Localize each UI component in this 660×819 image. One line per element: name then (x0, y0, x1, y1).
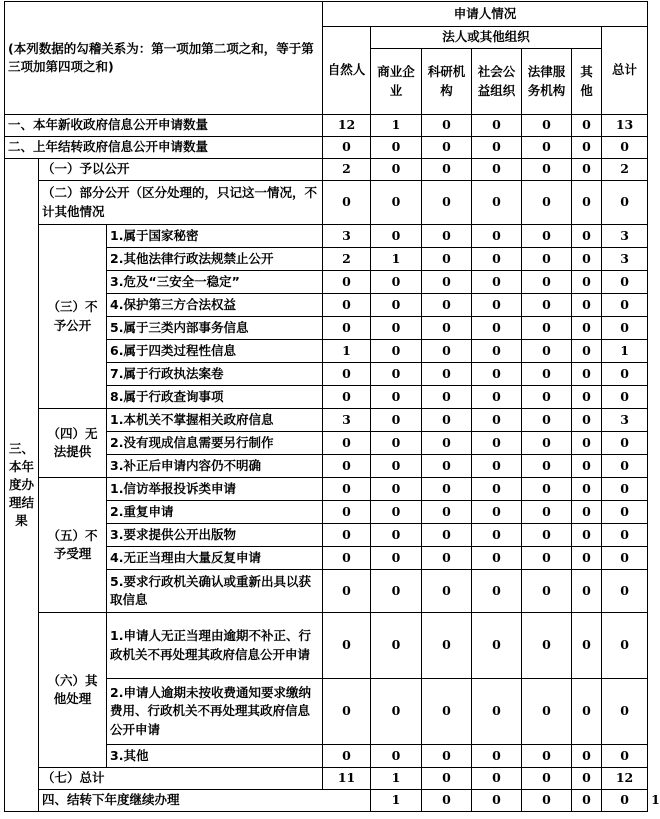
row-partially-disclosed (5, 181, 648, 225)
label-process-info: 6.属于四类过程性信息 (107, 340, 323, 363)
label-carried-over: 二、上年结转政府信息公开申请数量 (5, 137, 323, 159)
cell-natural: 0 (323, 271, 371, 294)
cell-natural: 12 (323, 115, 371, 137)
cell-social: 0 (472, 745, 522, 768)
label-other-handling: （六）其他处理 (39, 613, 107, 768)
cell-natural: 0 (323, 570, 371, 613)
cell-legal-service: 0 (522, 679, 572, 745)
cell-business: 0 (371, 317, 422, 340)
label-unable-to-provide: （四）无法提供 (39, 409, 107, 478)
cell-legal-service: 0 (522, 501, 572, 524)
cell-other: 0 (572, 248, 602, 271)
cell-natural: 0 (323, 363, 371, 386)
cell-total: 0 (602, 613, 648, 679)
cell-total: 0 (602, 386, 648, 409)
cell-total: 0 (602, 501, 648, 524)
cell-legal-service: 0 (522, 137, 572, 159)
cell-natural: 2 (323, 159, 371, 181)
cell-natural: 3 (323, 409, 371, 432)
cell-other: 0 (572, 745, 602, 768)
cell-natural: 0 (323, 501, 371, 524)
cell-other: 0 (572, 137, 602, 159)
cell-legal-service: 0 (522, 115, 572, 137)
label-no-correction: 1.申请人无正当理由逾期不补正、行政机关不再处理其政府信息公开申请 (107, 613, 323, 679)
cell-natural: 0 (323, 294, 371, 317)
header-row-1 (5, 2, 648, 27)
cell-research: 0 (422, 745, 472, 768)
row-carried-over (5, 137, 648, 159)
cell-other: 0 (572, 340, 602, 363)
cell-natural: 0 (323, 478, 371, 501)
cell-business: 0 (371, 294, 422, 317)
cell-other: 0 (572, 115, 602, 137)
cell-other: 0 (572, 570, 602, 613)
cell-research: 0 (422, 478, 472, 501)
cell-total: 12 (602, 768, 648, 790)
cell-research: 0 (422, 455, 472, 478)
cell-legal-service: 0 (522, 340, 572, 363)
cell-business: 0 (371, 159, 422, 181)
row-carry-forward: 四、结转下年度继续办理 1 0 0 0 0 0 1 (5, 790, 648, 812)
cell-total: 0 (602, 294, 648, 317)
cell-legal-service: 0 (522, 181, 572, 225)
cell-legal-service: 0 (522, 745, 572, 768)
cell-total: 0 (602, 137, 648, 159)
cell-business: 0 (371, 181, 422, 225)
cell-business: 0 (371, 478, 422, 501)
application-statistics-table (4, 1, 660, 812)
label-repeated-mass: 4.无正当理由大量反复申请 (107, 547, 323, 570)
cell-total: 0 (602, 317, 648, 340)
cell-research: 0 (422, 271, 472, 294)
label-state-secret: 1.属于国家秘密 (107, 225, 323, 248)
cell-other: 0 (572, 159, 602, 181)
label-needs-creation: 2.没有现成信息需要另行制作 (107, 432, 323, 455)
col-header-total: 总计 (602, 27, 648, 115)
cell-research: 0 (422, 294, 472, 317)
cell-research: 0 (422, 501, 472, 524)
cell-research: 0 (422, 225, 472, 248)
cell-other: 0 (572, 768, 602, 790)
cell-other: 0 (572, 524, 602, 547)
cell-research: 0 (422, 386, 472, 409)
cell-research: 0 (422, 524, 472, 547)
row-other-1 (5, 613, 648, 679)
cell-business: 0 (371, 547, 422, 570)
cell-business: 1 (371, 768, 422, 790)
cell-social: 0 (522, 790, 572, 812)
label-results-total: （七）总计 (39, 768, 323, 790)
cell-research: 0 (422, 570, 472, 613)
cell-social: 0 (472, 386, 522, 409)
cell-total: 3 (602, 248, 648, 271)
cell-social: 0 (472, 271, 522, 294)
cell-total: 0 (602, 455, 648, 478)
cell-total: 0 (602, 547, 648, 570)
cell-other: 0 (572, 271, 602, 294)
label-partially-disclosed: （二）部分公开（区分处理的，只记这一情况，不计其他情况 (39, 181, 323, 225)
cell-social: 0 (472, 501, 522, 524)
cell-other: 0 (572, 317, 602, 340)
cell-business: 1 (371, 248, 422, 271)
cell-social: 0 (472, 478, 522, 501)
cell-legal-service: 0 (522, 409, 572, 432)
cell-natural: 1 (323, 340, 371, 363)
col-header-natural: 自然人 (323, 27, 371, 115)
cell-other: 0 (572, 363, 602, 386)
cell-business: 0 (422, 790, 472, 812)
cell-social: 0 (472, 570, 522, 613)
cell-other: 0 (572, 679, 602, 745)
cell-business: 0 (371, 432, 422, 455)
label-section-results: 三、本年度办理结果 (5, 159, 39, 812)
row-unable-1 (5, 409, 648, 432)
cell-social: 0 (472, 159, 522, 181)
cell-other: 0 (602, 790, 648, 812)
label-admin-query: 8.属于行政查询事项 (107, 386, 323, 409)
cell-social: 0 (472, 455, 522, 478)
cell-business: 0 (371, 363, 422, 386)
label-still-unclear: 3.补正后申请内容仍不明确 (107, 455, 323, 478)
label-three-safety: 3.危及“三安全一稳定” (107, 271, 323, 294)
cell-total: 0 (602, 679, 648, 745)
cell-natural: 1 (371, 790, 422, 812)
cell-total: 1 (602, 340, 648, 363)
cell-legal-service: 0 (522, 294, 572, 317)
cell-natural: 0 (323, 547, 371, 570)
cell-other: 0 (572, 501, 602, 524)
cell-business: 0 (371, 524, 422, 547)
cell-total: 3 (602, 225, 648, 248)
cell-business: 0 (371, 386, 422, 409)
cell-business: 0 (371, 409, 422, 432)
col-header-research: 科研机构 (422, 49, 472, 115)
cell-social: 0 (472, 409, 522, 432)
cell-research: 0 (422, 137, 472, 159)
cell-legal-service: 0 (522, 613, 572, 679)
cell-legal-service: 0 (522, 225, 572, 248)
label-internal-affairs: 5.属于三类内部事务信息 (107, 317, 323, 340)
row-new-applications (5, 115, 648, 137)
cell-total: 0 (602, 363, 648, 386)
cell-legal-service: 0 (522, 271, 572, 294)
label-not-disclosed: （三）不予公开 (39, 225, 107, 409)
row-results-total (5, 768, 648, 790)
cell-business: 0 (371, 137, 422, 159)
cell-natural: 11 (323, 768, 371, 790)
cell-total: 0 (602, 478, 648, 501)
cell-research: 0 (422, 547, 472, 570)
cell-legal-service: 0 (522, 248, 572, 271)
label-duplicate: 2.重复申请 (107, 501, 323, 524)
cell-natural: 0 (323, 181, 371, 225)
cell-natural: 0 (323, 745, 371, 768)
header-applicant-situation: 申请人情况 (323, 2, 648, 27)
col-header-social: 社会公益组织 (472, 49, 522, 115)
cell-business: 0 (371, 613, 422, 679)
cell-natural: 0 (323, 679, 371, 745)
cell-business: 0 (371, 271, 422, 294)
cell-research: 0 (422, 340, 472, 363)
col-header-legal-service: 法律服务机构 (522, 49, 572, 115)
cell-legal-service: 0 (522, 768, 572, 790)
cell-social: 0 (472, 317, 522, 340)
cell-natural: 0 (323, 386, 371, 409)
cell-natural: 0 (323, 432, 371, 455)
cell-social: 0 (472, 524, 522, 547)
cell-social: 0 (472, 613, 522, 679)
cell-natural: 2 (323, 248, 371, 271)
cell-business: 0 (371, 455, 422, 478)
cell-other: 0 (572, 386, 602, 409)
label-petition: 1.信访举报投诉类申请 (107, 478, 323, 501)
label-no-fee-paid: 2.申请人逾期未按收费通知要求缴纳费用、行政机关不再处理其政府信息公开申请 (107, 679, 323, 745)
cell-business: 1 (371, 115, 422, 137)
cell-social: 0 (472, 547, 522, 570)
cell-total: 2 (602, 159, 648, 181)
cell-other: 0 (572, 181, 602, 225)
cell-legal-service: 0 (522, 317, 572, 340)
cell-research: 0 (422, 363, 472, 386)
cell-total: 13 (602, 115, 648, 137)
cell-social: 0 (472, 768, 522, 790)
cell-research: 0 (422, 768, 472, 790)
cell-social: 0 (472, 294, 522, 317)
cell-other: 0 (572, 478, 602, 501)
cell-social: 0 (472, 137, 522, 159)
cell-legal-service: 0 (522, 432, 572, 455)
cell-total: 0 (602, 745, 648, 768)
cell-legal-service: 0 (522, 455, 572, 478)
cell-social: 0 (472, 115, 522, 137)
cell-social: 0 (472, 363, 522, 386)
cell-natural: 0 (323, 613, 371, 679)
cell-research: 0 (422, 613, 472, 679)
row-rejected-1 (5, 478, 648, 501)
cell-research: 0 (422, 115, 472, 137)
cell-natural: 0 (323, 137, 371, 159)
cell-other: 0 (572, 547, 602, 570)
label-disclosed: （一）予以公开 (39, 159, 323, 181)
cell-other: 0 (572, 409, 602, 432)
label-confirm-reissue: 5.要求行政机关确认或重新出具以获取信息 (107, 570, 323, 613)
header-legal-persons: 法人或其他组织 (371, 27, 602, 49)
label-publication: 3.要求提供公开出版物 (107, 524, 323, 547)
cell-research: 0 (422, 432, 472, 455)
cell-research: 0 (472, 790, 522, 812)
label-other: 3.其他 (107, 745, 323, 768)
cell-business: 0 (371, 745, 422, 768)
cell-social: 0 (472, 340, 522, 363)
cell-social: 0 (472, 432, 522, 455)
col-header-business: 商业企业 (371, 49, 422, 115)
cell-legal-service: 0 (572, 790, 602, 812)
cell-other: 0 (572, 455, 602, 478)
cell-natural: 0 (323, 455, 371, 478)
cell-research: 0 (422, 409, 472, 432)
cell-other: 0 (572, 613, 602, 679)
label-not-accepted: （五）不予受理 (39, 478, 107, 613)
cell-business: 0 (371, 570, 422, 613)
cell-business: 0 (371, 225, 422, 248)
label-law-prohibited: 2.其他法律行政法规禁止公开 (107, 248, 323, 271)
cell-business: 0 (371, 340, 422, 363)
label-enforcement-files: 7.属于行政执法案卷 (107, 363, 323, 386)
cell-research: 0 (422, 248, 472, 271)
row-not-disclosed-1 (5, 225, 648, 248)
cell-business: 0 (371, 679, 422, 745)
cell-social: 0 (472, 248, 522, 271)
cell-total: 0 (602, 570, 648, 613)
cell-total: 0 (602, 524, 648, 547)
cell-research: 0 (422, 181, 472, 225)
cell-research: 0 (422, 317, 472, 340)
row-disclosed (5, 159, 648, 181)
cell-total: 0 (602, 181, 648, 225)
cell-total: 0 (602, 432, 648, 455)
label-new-applications: 一、本年新收政府信息公开申请数量 (5, 115, 323, 137)
cell-legal-service: 0 (522, 570, 572, 613)
cell-natural: 3 (323, 225, 371, 248)
label-carry-forward: 四、结转下年度继续办理 (39, 790, 371, 812)
cell-social: 0 (472, 181, 522, 225)
cell-legal-service: 0 (522, 386, 572, 409)
cell-natural: 0 (323, 317, 371, 340)
cell-legal-service: 0 (522, 547, 572, 570)
cell-natural: 0 (323, 524, 371, 547)
cell-social: 0 (472, 225, 522, 248)
label-third-party: 4.保护第三方合法权益 (107, 294, 323, 317)
header-note: (本列数据的勾稽关系为：第一项加第二项之和，等于第三项加第四项之和) (5, 2, 323, 115)
cell-research: 0 (422, 159, 472, 181)
cell-legal-service: 0 (522, 524, 572, 547)
cell-research: 0 (422, 679, 472, 745)
cell-legal-service: 0 (522, 363, 572, 386)
cell-total: 3 (602, 409, 648, 432)
cell-other: 0 (572, 294, 602, 317)
cell-other: 0 (572, 432, 602, 455)
cell-legal-service: 0 (522, 159, 572, 181)
cell-social: 0 (472, 679, 522, 745)
cell-business: 0 (371, 501, 422, 524)
label-not-held: 1.本机关不掌握相关政府信息 (107, 409, 323, 432)
col-header-other: 其他 (572, 49, 602, 115)
cell-legal-service: 0 (522, 478, 572, 501)
cell-total: 0 (602, 271, 648, 294)
cell-other: 0 (572, 225, 602, 248)
